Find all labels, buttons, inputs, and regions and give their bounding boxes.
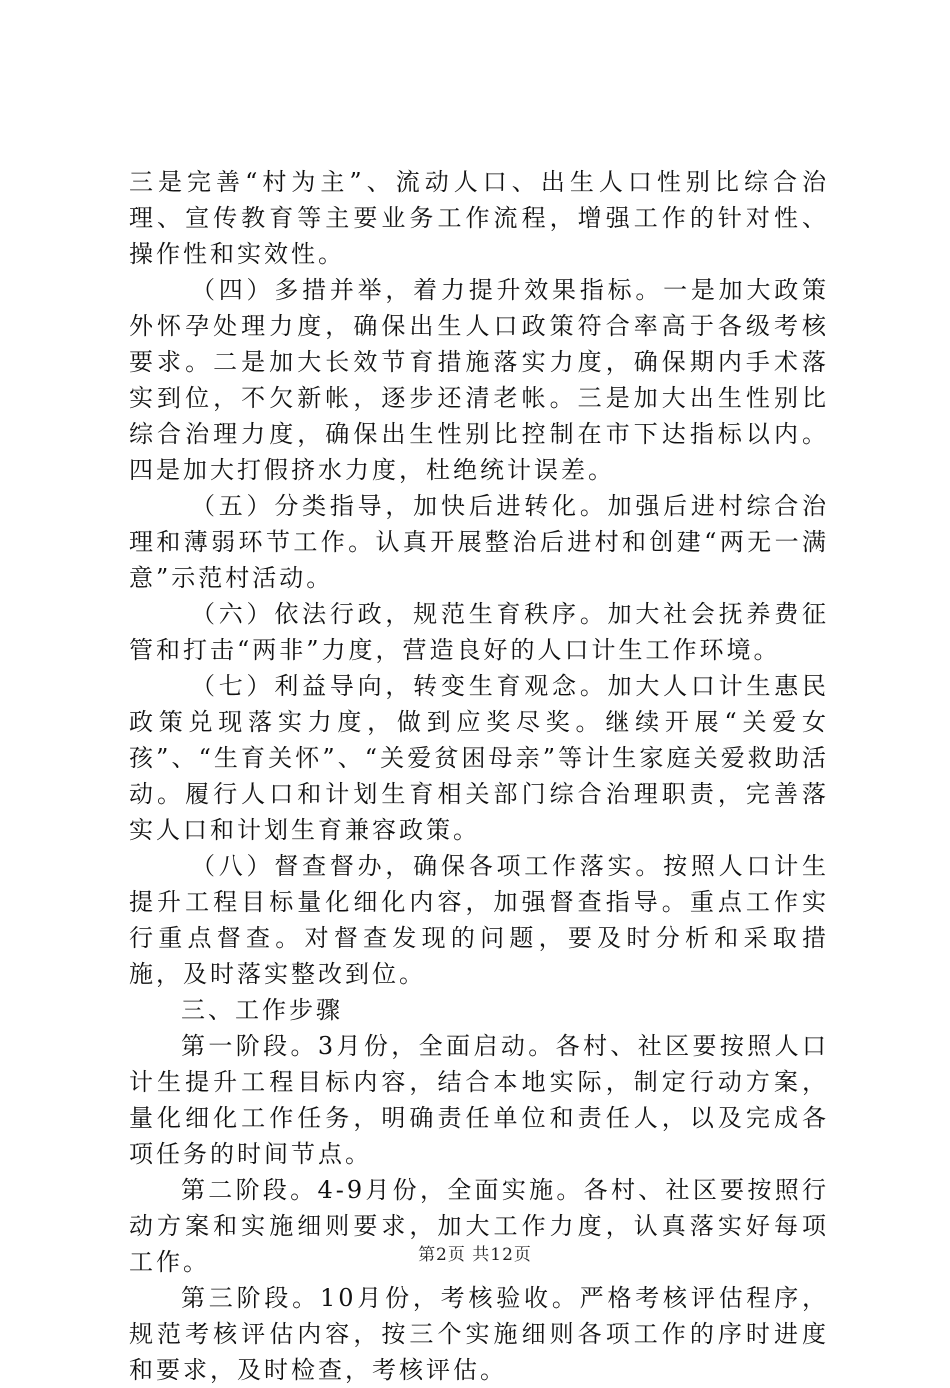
paragraph-item-4: （四）多措并举，着力提升效果指标。一是加大政策外怀孕处理力度，确保出生人口政策符合率高于各级考核要求。二是加大长效节育措施落实力度，确保期内手术落实到位，不欠新帐，逐步还清老帐。三是加大出生性别比综合治理力度，确保出生性别比控制在市下达指标以内。四是加大打假挤水力度，杜绝统计误差。 [129,276,829,484]
paragraph-item-5: （五）分类指导，加快后进转化。加强后进村综合治理和薄弱环节工作。认真开展整治后进村和创建“两无一满意”示范村活动。 [129,492,829,592]
paragraph-stage-3: 第三阶段。10月份，考核验收。严格考核评估程序，规范考核评估内容，按三个实施细则各项工作的序时进度和要求，及时检查，考核评估。 [129,1284,829,1384]
paragraph-item-7: （七）利益导向，转变生育观念。加大人口计生惠民政策兑现落实力度，做到应奖尽奖。继续开展“关爱女孩”、“生育关怀”、“关爱贫困母亲”等计生家庭关爱救助活动。履行人口和计划生育相关部门综合治理职责，完善落实人口和计划生育兼容政策。 [129,672,829,844]
section-heading: 三、工作步骤 [181,996,343,1024]
page-number-footer: 第2页 共12页 [418,1245,532,1265]
paragraph-continuation: 三是完善“村为主”、流动人口、出生人口性别比综合治理、宣传教育等主要业务工作流程，增强工作的针对性、操作性和实效性。 [129,168,829,268]
paragraph-stage-1: 第一阶段。3月份，全面启动。各村、社区要按照人口计生提升工程目标内容，结合本地实际，制定行动方案，量化细化工作任务，明确责任单位和责任人，以及完成各项任务的时间节点。 [129,1032,829,1168]
paragraph-item-8: （八）督查督办，确保各项工作落实。按照人口计生提升工程目标量化细化内容，加强督查指导。重点工作实行重点督查。对督查发现的问题，要及时分析和采取措施，及时落实整改到位。 [129,852,829,988]
paragraph-stage-2: 第二阶段。4-9月份，全面实施。各村、社区要按照行动方案和实施细则要求，加大工作力度，认真落实好每项工作。 [129,1176,829,1276]
document-body [129,164,829,1388]
paragraph-item-6: （六）依法行政，规范生育秩序。加大社会抚养费征管和打击“两非”力度，营造良好的人口计生工作环境。 [129,600,829,664]
